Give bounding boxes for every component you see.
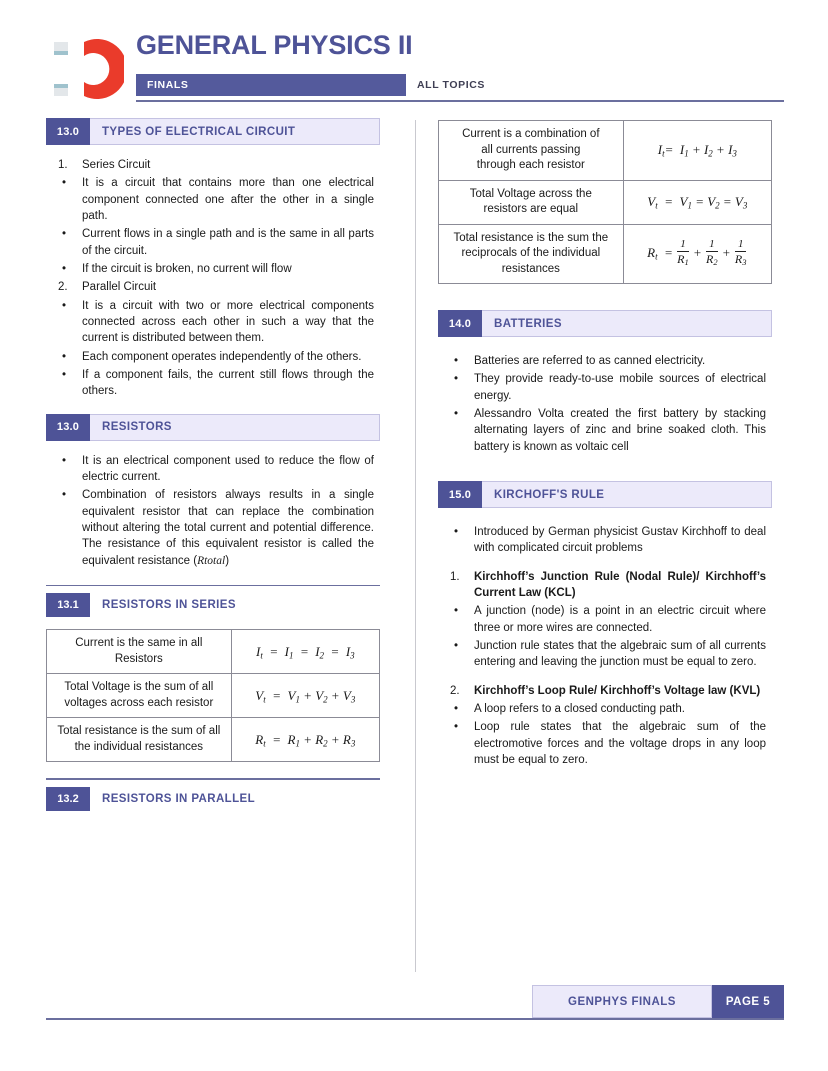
- bullet-icon: •: [62, 454, 67, 467]
- subsection-label: RESISTORS IN PARALLEL: [102, 792, 256, 805]
- list-text: It is a circuit that contains more than one electrical component connected one after the other in a single path.: [82, 177, 374, 222]
- page-header: [44, 30, 784, 105]
- bullet-icon: •: [62, 350, 67, 363]
- formula-it-parallel: $I_t= I_1 + I_2 + I_3$: [657, 142, 737, 159]
- fraction-1-over-r2: $\frac{1}{R_2}$: [706, 238, 718, 268]
- right-column: [438, 118, 772, 782]
- formula-it-series: $I_t = I_1 = I_2 = I_3$: [255, 643, 355, 660]
- section-label: KIRCHOFF'S RULE: [482, 481, 772, 508]
- bullet-icon: •: [62, 262, 67, 275]
- section-body-types-of-electrical-circuit: [46, 157, 380, 400]
- subsection-rule: [46, 585, 380, 587]
- footer-page-number: PAGE 5: [712, 985, 784, 1018]
- list-item: [448, 569, 766, 602]
- table-row: [439, 180, 772, 224]
- list-text: It is an electrical component used to reduce the flow of electric current.: [82, 454, 374, 483]
- left-column: [46, 118, 380, 823]
- bullet-icon: •: [454, 703, 459, 716]
- bullet-icon: •: [454, 373, 459, 386]
- horseshoe-magnet-icon: [44, 34, 124, 104]
- fraction-1-over-r1: $\frac{1}{R_1}$: [677, 238, 689, 268]
- formula-vt-series: $V_t = V_1 + V_2 + V_3$: [255, 687, 356, 704]
- list-text: They provide ready-to-use mobile sources of electrical energy.: [474, 373, 766, 402]
- footer-divider: [46, 1018, 784, 1020]
- subsection-header-resistors-in-series: [46, 585, 380, 618]
- section-header-types-of-electrical-circuit: [46, 118, 380, 145]
- table-row: [47, 674, 380, 718]
- section-header-resistors: [46, 414, 380, 441]
- table-cell-description: [439, 121, 624, 181]
- list-item: [56, 453, 374, 486]
- series-formula-table: [46, 629, 380, 762]
- section-number: 15.0: [438, 481, 482, 508]
- table-cell-formula: [623, 180, 771, 224]
- page-title: GENERAL PHYSICS II: [136, 30, 413, 60]
- subsection-header-resistors-in-parallel: [46, 778, 380, 811]
- tab-all-topics[interactable]: ALL TOPICS: [406, 74, 784, 96]
- bullet-icon: •: [454, 605, 459, 618]
- bullet-icon: •: [62, 368, 67, 381]
- section-label: RESISTORS: [90, 414, 380, 441]
- bullet-icon: •: [62, 177, 67, 190]
- list-marker: 1.: [58, 159, 68, 171]
- list-item: [448, 353, 766, 369]
- list-item: [448, 371, 766, 404]
- subsection-label: RESISTORS IN SERIES: [102, 599, 236, 612]
- list-item: [448, 638, 766, 671]
- list-text: Introduced by German physicist Gustav Kirchhoff to deal with complicated circuit problems: [474, 526, 766, 555]
- formula-vt-parallel: $V_t = V_1 = V_2 = V_3$: [647, 193, 748, 211]
- section-header-kirchoffs-rule: [438, 481, 772, 508]
- list-text: If the circuit is broken, no current will flow: [82, 262, 292, 275]
- list-text: Combination of resistors always results in a single equivalent resistor that can replace the combination without altering the total current and potential difference. The resistance of this equivalent resistor is called the equivalent resistance (Rtotal): [82, 489, 374, 567]
- list-text: A loop refers to a closed conducting path.: [474, 703, 685, 716]
- list-item: [56, 279, 374, 295]
- list-item: [56, 226, 374, 259]
- list-text: Loop rule states that the algebraic sum of the electromotive forces and the voltage drops in any loop must be equal to zero.: [474, 721, 766, 767]
- section-number: 13.0: [46, 414, 90, 441]
- list-text: It is a circuit with two or more electrical components connected across each other in such a way that the current is distributed between them.: [82, 299, 374, 345]
- section-label: BATTERIES: [482, 310, 772, 337]
- table-cell-formula: [231, 630, 379, 674]
- list-item: [56, 298, 374, 347]
- footer-subject-label: GENPHYS FINALS: [532, 985, 712, 1018]
- list-item: [448, 719, 766, 768]
- section-label: TYPES OF ELECTRICAL CIRCUIT: [90, 118, 380, 145]
- fraction-1-over-r3: $\frac{1}{R_3}$: [734, 238, 747, 268]
- list-item: [56, 367, 374, 400]
- table-row: [47, 718, 380, 762]
- bullet-icon: •: [454, 408, 459, 421]
- page-footer: [532, 985, 784, 1018]
- list-item: [56, 261, 374, 277]
- table-cell-description: Total Voltage across the resistors are equal: [439, 180, 624, 224]
- bullet-icon: •: [454, 640, 459, 653]
- section-body-batteries: [438, 353, 772, 455]
- list-item: [448, 683, 766, 699]
- table-cell-formula: [623, 224, 771, 284]
- list-text: Series Circuit: [82, 159, 151, 171]
- section-body-kirchoffs-rule: [438, 524, 772, 768]
- section-body-resistors: [46, 453, 380, 569]
- bullet-icon: •: [454, 721, 459, 734]
- section-header-batteries: [438, 310, 772, 337]
- table-cell-formula: [623, 121, 771, 181]
- bullet-icon: •: [62, 489, 67, 502]
- list-text: Junction rule states that the algebraic sum of all currents entering and leaving the junction must be equal to zero.: [474, 640, 766, 669]
- section-number: 13.0: [46, 118, 90, 145]
- bullet-icon: •: [454, 355, 459, 368]
- bullet-icon: •: [62, 228, 67, 241]
- cell-line-2: all currents passing: [481, 143, 581, 156]
- table-cell-formula: [231, 674, 379, 718]
- table-cell-description: Current is the same in all Resistors: [47, 630, 232, 674]
- list-item: [56, 157, 374, 173]
- list-text: Kirchhoff’s Junction Rule (Nodal Rule)/ Kirchhoff’s Current Law (KCL): [474, 570, 766, 600]
- tab-finals[interactable]: FINALS: [136, 74, 406, 96]
- cell-line-3: through each resistor: [476, 159, 585, 172]
- list-text: Parallel Circuit: [82, 281, 157, 294]
- table-row: [439, 121, 772, 181]
- list-text: Batteries are referred to as canned electricity.: [474, 355, 706, 368]
- list-marker: 1.: [450, 570, 460, 583]
- list-text: If a component fails, the current still flows through the others.: [82, 368, 374, 398]
- list-item: [448, 603, 766, 636]
- table-cell-description: Total resistance is the sum the reciprocals of the individual resistances: [439, 224, 624, 284]
- header-divider: [136, 100, 784, 102]
- list-item: [56, 175, 374, 224]
- table-row: [439, 224, 772, 284]
- list-item: [56, 487, 374, 569]
- header-tab-bar: [136, 74, 784, 96]
- column-divider: [415, 120, 416, 972]
- subsection-number: 13.2: [46, 787, 90, 811]
- section-number: 14.0: [438, 310, 482, 337]
- list-item: [56, 349, 374, 365]
- list-item: [448, 406, 766, 455]
- list-text: Current flows in a single path and is the same in all parts of the circuit.: [82, 228, 374, 257]
- list-marker: 2.: [450, 684, 460, 697]
- bullet-icon: •: [62, 299, 67, 312]
- table-cell-description: Total Voltage is the sum of all voltages across each resistor: [47, 674, 232, 718]
- list-text: Alessandro Volta created the first battery by stacking alternating layers of zinc and brine soaked cloth. This battery is known as voltaic cell: [474, 408, 766, 453]
- list-item: [448, 701, 766, 717]
- table-cell-description: Total resistance is the sum of all the individual resistances: [47, 718, 232, 762]
- list-marker: 2.: [58, 281, 68, 294]
- list-text: A junction (node) is a point in an electric circuit where three or more wires are connected.: [474, 605, 766, 634]
- formula-rt-parallel: $R_t$ = $\frac{1}{R_1}$ + $\frac{1}{R_2}$ + $\frac{1}{R_3}$: [647, 238, 747, 268]
- cell-line-1: Current is a combination of: [462, 128, 600, 140]
- table-cell-formula: [231, 718, 379, 762]
- formula-rt-series: $R_t = R_1 + R_2 + R_3$: [255, 731, 356, 749]
- subsection-rule: [46, 778, 380, 780]
- subsection-number: 13.1: [46, 593, 90, 617]
- list-text: Kirchhoff’s Loop Rule/ Kirchhoff’s Voltage law (KVL): [474, 684, 761, 697]
- table-row: [47, 630, 380, 674]
- parallel-formula-table: [438, 120, 772, 284]
- list-text: Each component operates independently of the others.: [82, 350, 362, 363]
- bullet-icon: •: [454, 526, 459, 539]
- list-item: [448, 524, 766, 557]
